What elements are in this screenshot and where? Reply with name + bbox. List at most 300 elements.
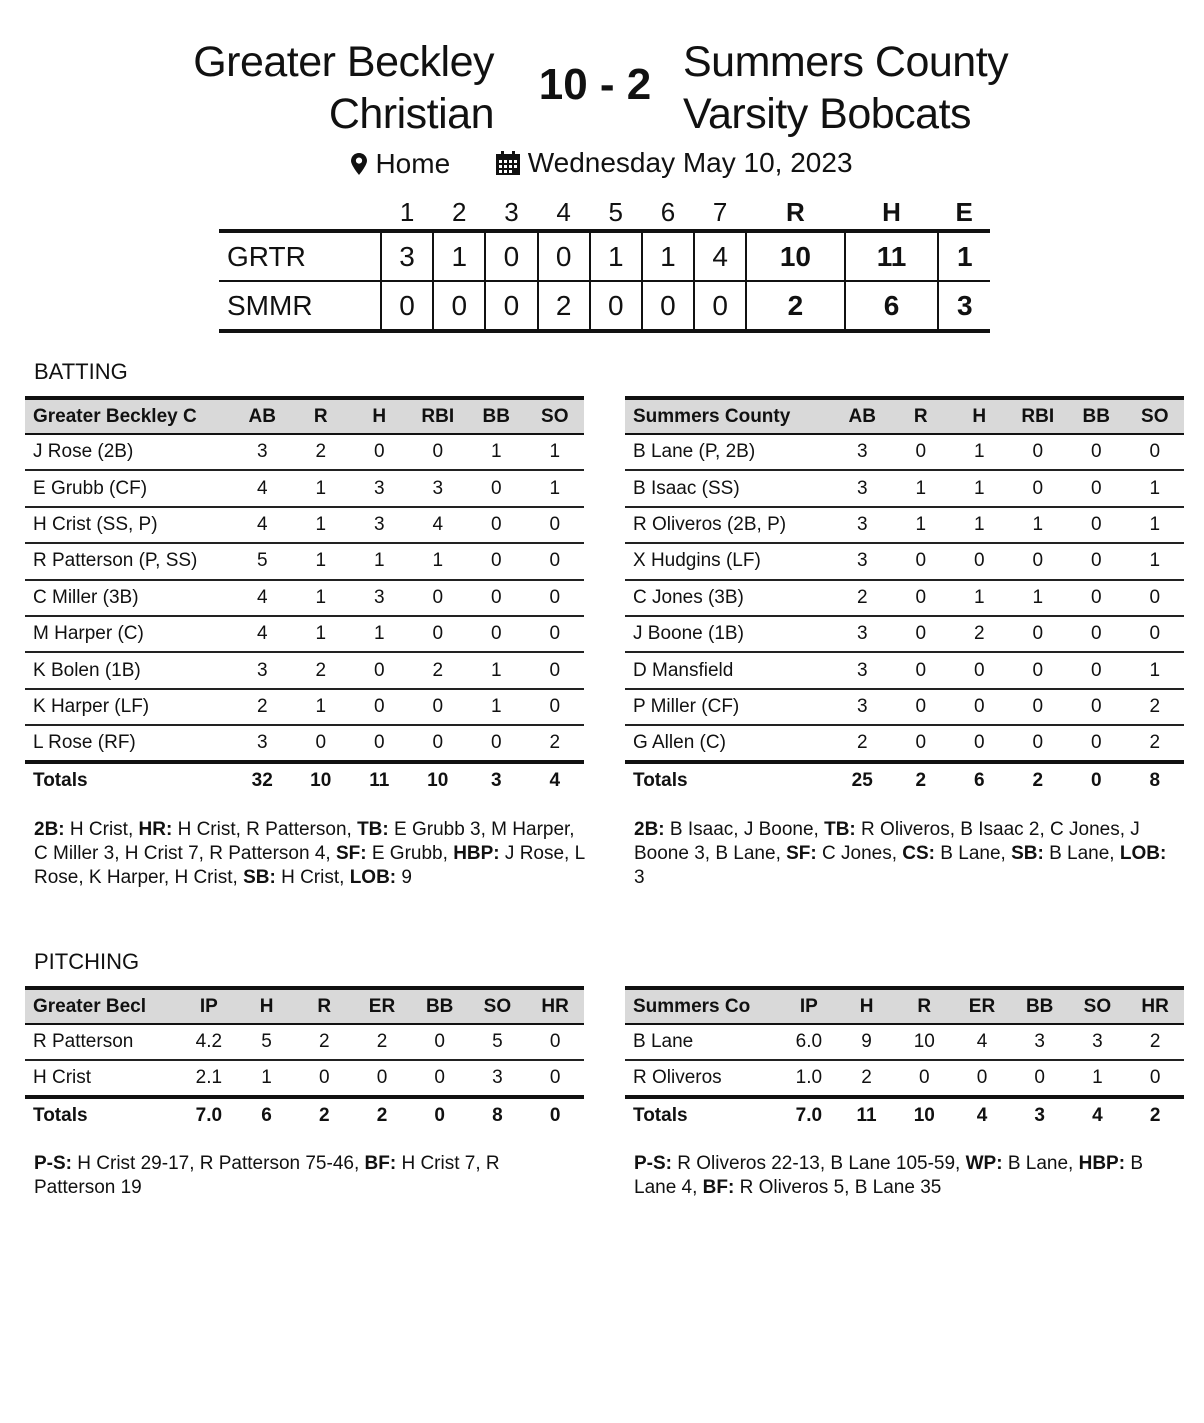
inning-score: 1 — [590, 231, 642, 281]
note-text: H Crist, — [64, 819, 139, 840]
stat-value: 4 — [953, 1024, 1011, 1060]
player-row — [25, 580, 584, 616]
player-row — [625, 725, 1184, 761]
stat-value: 3 — [350, 507, 409, 543]
stat-value: 0 — [892, 580, 951, 616]
stat-value: 4.2 — [180, 1024, 238, 1060]
player-name: B Lane (P, 2B) — [625, 434, 833, 470]
errors-header: E — [955, 196, 973, 227]
stat-value: 4 — [233, 616, 292, 652]
stat-value: 0 — [1067, 434, 1126, 470]
note-text: R Oliveros 22-13, B Lane 105-59, — [672, 1153, 966, 1174]
note-text: H Crist, — [275, 867, 350, 888]
stat-value: 0 — [1009, 689, 1068, 725]
hits-header: H — [882, 196, 901, 227]
total-value: 32 — [251, 769, 273, 791]
stat-value: 2 — [526, 725, 585, 761]
column-header: IP — [780, 988, 838, 1024]
total-value: 7.0 — [195, 1104, 223, 1126]
column-header: BB — [411, 988, 469, 1024]
column-header: SO — [526, 398, 585, 434]
stat-value: 0 — [526, 652, 585, 688]
stat-value: 3 — [833, 652, 892, 688]
note-text: H Crist 7, R Patterson 19 — [34, 1153, 505, 1198]
stat-value: 0 — [409, 580, 468, 616]
total-value: 3 — [490, 769, 502, 791]
inning-score: 0 — [642, 281, 694, 331]
stat-value: 0 — [526, 689, 585, 725]
column-header: RBI — [1009, 398, 1068, 434]
stat-value: 1 — [526, 434, 585, 470]
note-label: SB: — [1011, 843, 1044, 864]
inning-score: 0 — [694, 281, 746, 331]
stat-value: 0 — [411, 1024, 469, 1060]
stat-value: 0 — [1067, 689, 1126, 725]
linescore-row — [219, 231, 990, 281]
note-label: WP: — [965, 1153, 1003, 1174]
total-hits: 6 — [845, 281, 939, 331]
column-header — [625, 988, 780, 1024]
stat-value: 2 — [353, 1024, 411, 1060]
stat-value: 0 — [1126, 616, 1185, 652]
batting-notes-away — [34, 818, 590, 890]
column-header: HR — [1126, 988, 1184, 1024]
stat-value: 0 — [350, 725, 409, 761]
column-header: BB — [1011, 988, 1069, 1024]
stat-value: 2 — [833, 580, 892, 616]
player-row — [625, 616, 1184, 652]
stat-value: 1 — [292, 470, 351, 506]
stat-value: 0 — [892, 434, 951, 470]
stat-value: 0 — [409, 616, 468, 652]
stat-value: 0 — [467, 725, 526, 761]
stat-value: 0 — [953, 1060, 1011, 1096]
pitching-table-away — [25, 986, 584, 1133]
stat-value: 4 — [233, 580, 292, 616]
stat-value: 6.0 — [780, 1024, 838, 1060]
stat-value: 0 — [1009, 616, 1068, 652]
team-column-header: Greater Beckley C — [33, 405, 197, 427]
stat-value: 3 — [350, 470, 409, 506]
player-row — [25, 434, 584, 470]
column-header — [625, 398, 833, 434]
column-header: AB — [833, 398, 892, 434]
column-header: SO — [469, 988, 527, 1024]
player-name: R Patterson — [25, 1024, 180, 1060]
player-row — [625, 507, 1184, 543]
player-row — [625, 689, 1184, 725]
stat-value: 2 — [292, 434, 351, 470]
location-text: Home — [375, 148, 451, 179]
total-value: 2 — [376, 1104, 388, 1126]
player-row — [25, 507, 584, 543]
column-header: H — [238, 988, 296, 1024]
batting-title: BATTING — [34, 359, 128, 384]
table-header-row — [625, 398, 1184, 434]
player-name: R Oliveros (2B, P) — [625, 507, 833, 543]
game-header — [0, 32, 1204, 142]
table-header-row — [625, 988, 1184, 1024]
totals-label: Totals — [633, 769, 688, 791]
stat-value: 0 — [1011, 1060, 1069, 1096]
total-value: 8 — [1149, 769, 1161, 791]
inning-score: 0 — [381, 281, 433, 331]
stat-value: 0 — [950, 725, 1009, 761]
note-label: LOB: — [1119, 843, 1167, 864]
inning-header: 3 — [504, 196, 519, 227]
stat-value: 1 — [526, 470, 585, 506]
stat-value: 2 — [295, 1024, 353, 1060]
player-row — [625, 1060, 1184, 1096]
stat-value: 3 — [833, 543, 892, 579]
note-label: BF: — [364, 1153, 397, 1174]
stat-value: 0 — [1009, 652, 1068, 688]
player-row — [25, 725, 584, 761]
column-header: R — [895, 988, 953, 1024]
stat-value: 0 — [1067, 507, 1126, 543]
player-name: R Oliveros — [625, 1060, 780, 1096]
note-text: C Jones, — [816, 843, 903, 864]
note-text: R Oliveros, B Isaac 2, C Jones, J Boone 3, B Lane, — [634, 819, 1146, 864]
stat-value: 1 — [292, 689, 351, 725]
note-label: SF: — [786, 843, 817, 864]
total-errors: 3 — [938, 281, 990, 331]
stat-value: 5 — [238, 1024, 296, 1060]
stat-value: 0 — [892, 689, 951, 725]
stat-value: 0 — [467, 616, 526, 652]
player-row — [25, 616, 584, 652]
player-name: H Crist — [25, 1060, 180, 1096]
column-header: HR — [526, 988, 584, 1024]
note-text: E Grubb, — [366, 843, 454, 864]
stat-value: 2 — [409, 652, 468, 688]
stat-value: 0 — [295, 1060, 353, 1096]
player-name: L Rose (RF) — [25, 725, 233, 761]
inning-score: 0 — [485, 281, 537, 331]
note-label: SB: — [243, 867, 276, 888]
stat-value: 1 — [1126, 543, 1185, 579]
batting-table-away — [25, 396, 584, 798]
inning-header: 4 — [556, 196, 571, 227]
stat-value: 9 — [838, 1024, 896, 1060]
game-date — [496, 146, 853, 180]
stat-value: 1 — [467, 434, 526, 470]
stat-value: 3 — [833, 434, 892, 470]
note-label: LOB: — [349, 867, 397, 888]
stat-value: 0 — [892, 543, 951, 579]
player-row — [25, 1060, 584, 1096]
note-label: 2B: — [34, 819, 65, 840]
stat-value: 1 — [1126, 652, 1185, 688]
column-header — [25, 988, 180, 1024]
stat-value: 0 — [350, 689, 409, 725]
stat-value: 0 — [467, 470, 526, 506]
stat-value: 1 — [892, 507, 951, 543]
stat-value: 2 — [1126, 725, 1185, 761]
player-row — [25, 689, 584, 725]
stat-value: 3 — [409, 470, 468, 506]
total-value: 2 — [915, 769, 927, 791]
inning-score: 0 — [433, 281, 485, 331]
stat-value: 2 — [1126, 689, 1185, 725]
player-name: X Hudgins (LF) — [625, 543, 833, 579]
stat-value: 1 — [1126, 470, 1185, 506]
stat-value: 3 — [233, 725, 292, 761]
stat-value: 1 — [1126, 507, 1185, 543]
note-text: B Lane, — [1043, 843, 1120, 864]
totals-row — [25, 1097, 584, 1133]
stat-value: 3 — [833, 507, 892, 543]
stat-value: 0 — [1067, 543, 1126, 579]
total-value: 6 — [973, 769, 985, 791]
totals-label: Totals — [33, 1104, 88, 1126]
column-header: SO — [1126, 398, 1185, 434]
stat-value: 4 — [233, 507, 292, 543]
stat-value: 1 — [467, 689, 526, 725]
player-row — [625, 434, 1184, 470]
stat-value: 0 — [526, 1024, 584, 1060]
stat-value: 0 — [892, 725, 951, 761]
stat-value: 1 — [950, 580, 1009, 616]
stat-value: 3 — [833, 689, 892, 725]
player-row — [25, 543, 584, 579]
note-label: P-S: — [34, 1153, 72, 1174]
linescore-row — [219, 281, 990, 331]
stat-value: 0 — [526, 616, 585, 652]
stat-value: 0 — [526, 580, 585, 616]
inning-score: 3 — [381, 231, 433, 281]
stat-value: 0 — [467, 507, 526, 543]
stat-value: 3 — [833, 470, 892, 506]
away-team-name — [193, 36, 494, 140]
home-team-line-2: Varsity Bobcats — [683, 90, 972, 138]
column-header: BB — [467, 398, 526, 434]
stat-value: 1 — [1009, 580, 1068, 616]
total-value: 4 — [976, 1104, 988, 1126]
final-score: 10 - 2 — [538, 60, 652, 109]
note-label: TB: — [824, 819, 856, 840]
total-value: 4 — [1092, 1104, 1103, 1126]
totals-label: Totals — [33, 769, 88, 791]
stat-value: 0 — [526, 1060, 584, 1096]
note-label: SF: — [335, 843, 367, 864]
totals-row — [25, 762, 584, 798]
player-name: D Mansfield — [625, 652, 833, 688]
stat-value: 3 — [1069, 1024, 1127, 1060]
stat-value: 0 — [526, 507, 585, 543]
runs-header: R — [786, 196, 805, 227]
inning-score: 0 — [538, 231, 590, 281]
note-text: B Isaac, J Boone, — [664, 819, 825, 840]
player-name: P Miller (CF) — [625, 689, 833, 725]
column-header: H — [950, 398, 1009, 434]
note-label: BF: — [702, 1177, 735, 1198]
column-header: AB — [233, 398, 292, 434]
inning-header: 6 — [660, 196, 676, 227]
stat-value: 3 — [469, 1060, 527, 1096]
total-value: 8 — [492, 1104, 503, 1126]
batting-notes-home — [634, 818, 1174, 890]
column-header — [25, 398, 233, 434]
total-value: 6 — [261, 1104, 272, 1126]
stat-value: 0 — [892, 616, 951, 652]
stat-value: 0 — [467, 543, 526, 579]
total-value: 2 — [1032, 769, 1044, 791]
stat-value: 5 — [469, 1024, 527, 1060]
stat-value: 2 — [292, 652, 351, 688]
table-header-row — [25, 398, 584, 434]
totals-row — [625, 1097, 1184, 1133]
stat-value: 1 — [292, 543, 351, 579]
stat-value: 1 — [950, 507, 1009, 543]
inning-header: 1 — [399, 196, 415, 227]
note-label: 2B: — [634, 819, 665, 840]
total-value: 2 — [1149, 1104, 1161, 1126]
stat-value: 1 — [350, 616, 409, 652]
stat-value: 0 — [467, 580, 526, 616]
stat-value: 0 — [526, 543, 585, 579]
stat-value: 0 — [1009, 434, 1068, 470]
stat-value: 0 — [895, 1060, 953, 1096]
player-name: K Bolen (1B) — [25, 652, 233, 688]
column-header: H — [350, 398, 409, 434]
totals-row — [625, 762, 1184, 798]
player-name: J Rose (2B) — [25, 434, 233, 470]
stat-value: 0 — [409, 725, 468, 761]
stat-value: 0 — [1009, 470, 1068, 506]
note-text: 9 — [396, 867, 412, 888]
column-header: IP — [180, 988, 238, 1024]
stat-value: 3 — [233, 652, 292, 688]
stat-value: 1.0 — [780, 1060, 838, 1096]
player-row — [625, 580, 1184, 616]
stat-value: 0 — [1126, 580, 1185, 616]
team-column-header: Summers County — [633, 405, 791, 427]
stat-value: 0 — [1126, 1060, 1184, 1096]
player-name: C Jones (3B) — [625, 580, 833, 616]
linescore-team: SMMR — [219, 281, 381, 331]
stat-value: 0 — [950, 652, 1009, 688]
home-team-line-1: Summers County — [683, 38, 1009, 86]
note-text: H Crist 29-17, R Patterson 75-46, — [72, 1153, 365, 1174]
pitching-title: PITCHING — [34, 949, 140, 974]
player-name: E Grubb (CF) — [25, 470, 233, 506]
pitching-notes-home — [634, 1152, 1174, 1200]
stat-value: 0 — [409, 689, 468, 725]
player-name: B Lane — [625, 1024, 780, 1060]
column-header: ER — [353, 988, 411, 1024]
player-name: K Harper (LF) — [25, 689, 233, 725]
stat-value: 3 — [1011, 1024, 1069, 1060]
player-row — [625, 652, 1184, 688]
note-label: HBP: — [453, 843, 500, 864]
total-value: 11 — [369, 769, 390, 791]
player-row — [625, 470, 1184, 506]
date-text: Wednesday May 10, 2023 — [527, 147, 853, 178]
note-text: E Grubb 3, M Harper, C Miller 3, H Crist 7, R Patterson 4, — [34, 819, 580, 864]
note-label: CS: — [902, 843, 936, 864]
stat-value: 3 — [350, 580, 409, 616]
total-value: 0 — [549, 1104, 561, 1126]
stat-value: 0 — [950, 543, 1009, 579]
linescore-header — [219, 195, 990, 231]
batting-table-home — [625, 396, 1184, 798]
stat-value: 1 — [292, 507, 351, 543]
stat-value: 0 — [1067, 580, 1126, 616]
away-team-line-1: Greater Beckley — [193, 38, 494, 86]
inning-score: 1 — [642, 231, 694, 281]
stat-value: 0 — [1067, 470, 1126, 506]
linescore-team: GRTR — [219, 231, 381, 281]
linescore-team-header — [219, 195, 381, 231]
total-value: 0 — [1090, 769, 1102, 791]
stat-value: 0 — [1067, 725, 1126, 761]
stat-value: 1 — [467, 652, 526, 688]
stat-value: 1 — [409, 543, 468, 579]
stat-value: 3 — [833, 616, 892, 652]
player-row — [25, 652, 584, 688]
stat-value: 0 — [411, 1060, 469, 1096]
stat-value: 2 — [833, 725, 892, 761]
total-value: 10 — [913, 1104, 935, 1126]
column-header: R — [892, 398, 951, 434]
stat-value: 3 — [233, 434, 292, 470]
stat-value: 1 — [1069, 1060, 1127, 1096]
note-text: R Oliveros 5, B Lane 35 — [734, 1177, 942, 1198]
inning-score: 2 — [538, 281, 590, 331]
stat-value: 0 — [409, 434, 468, 470]
stat-value: 0 — [292, 725, 351, 761]
total-runs: 10 — [746, 231, 844, 281]
note-text: 3 — [634, 843, 1172, 888]
total-value: 10 — [310, 769, 332, 791]
note-text: J Rose, L Rose, K Harper, H Crist, — [34, 843, 590, 888]
player-row — [625, 1024, 1184, 1060]
total-runs: 2 — [746, 281, 844, 331]
table-header-row — [25, 988, 584, 1024]
player-row — [625, 543, 1184, 579]
inning-score: 0 — [485, 231, 537, 281]
player-name: M Harper (C) — [25, 616, 233, 652]
stat-value: 2 — [1126, 1024, 1184, 1060]
away-team-line-2: Christian — [328, 90, 494, 138]
player-row — [25, 1024, 584, 1060]
stat-value: 1 — [350, 543, 409, 579]
linescore-table — [219, 195, 990, 333]
column-header: R — [292, 398, 351, 434]
stat-value: 0 — [1009, 543, 1068, 579]
inning-header: 7 — [712, 196, 728, 227]
pitching-table-home — [625, 986, 1184, 1133]
stat-value: 1 — [292, 616, 351, 652]
stat-value: 2.1 — [180, 1060, 238, 1096]
inning-score: 4 — [694, 231, 746, 281]
inning-header: 2 — [452, 196, 467, 227]
total-value: 4 — [549, 769, 561, 791]
stat-value: 2 — [950, 616, 1009, 652]
player-name: G Allen (C) — [625, 725, 833, 761]
note-text: B Lane, — [935, 843, 1012, 864]
stat-value: 1 — [238, 1060, 296, 1096]
stat-value: 0 — [353, 1060, 411, 1096]
column-header: ER — [953, 988, 1011, 1024]
note-text: H Crist, R Patterson, — [172, 819, 358, 840]
pitching-notes-away — [34, 1152, 584, 1200]
column-header: RBI — [409, 398, 468, 434]
inning-header: 5 — [608, 196, 623, 227]
stat-value: 0 — [1126, 434, 1185, 470]
totals-label: Totals — [633, 1104, 688, 1126]
